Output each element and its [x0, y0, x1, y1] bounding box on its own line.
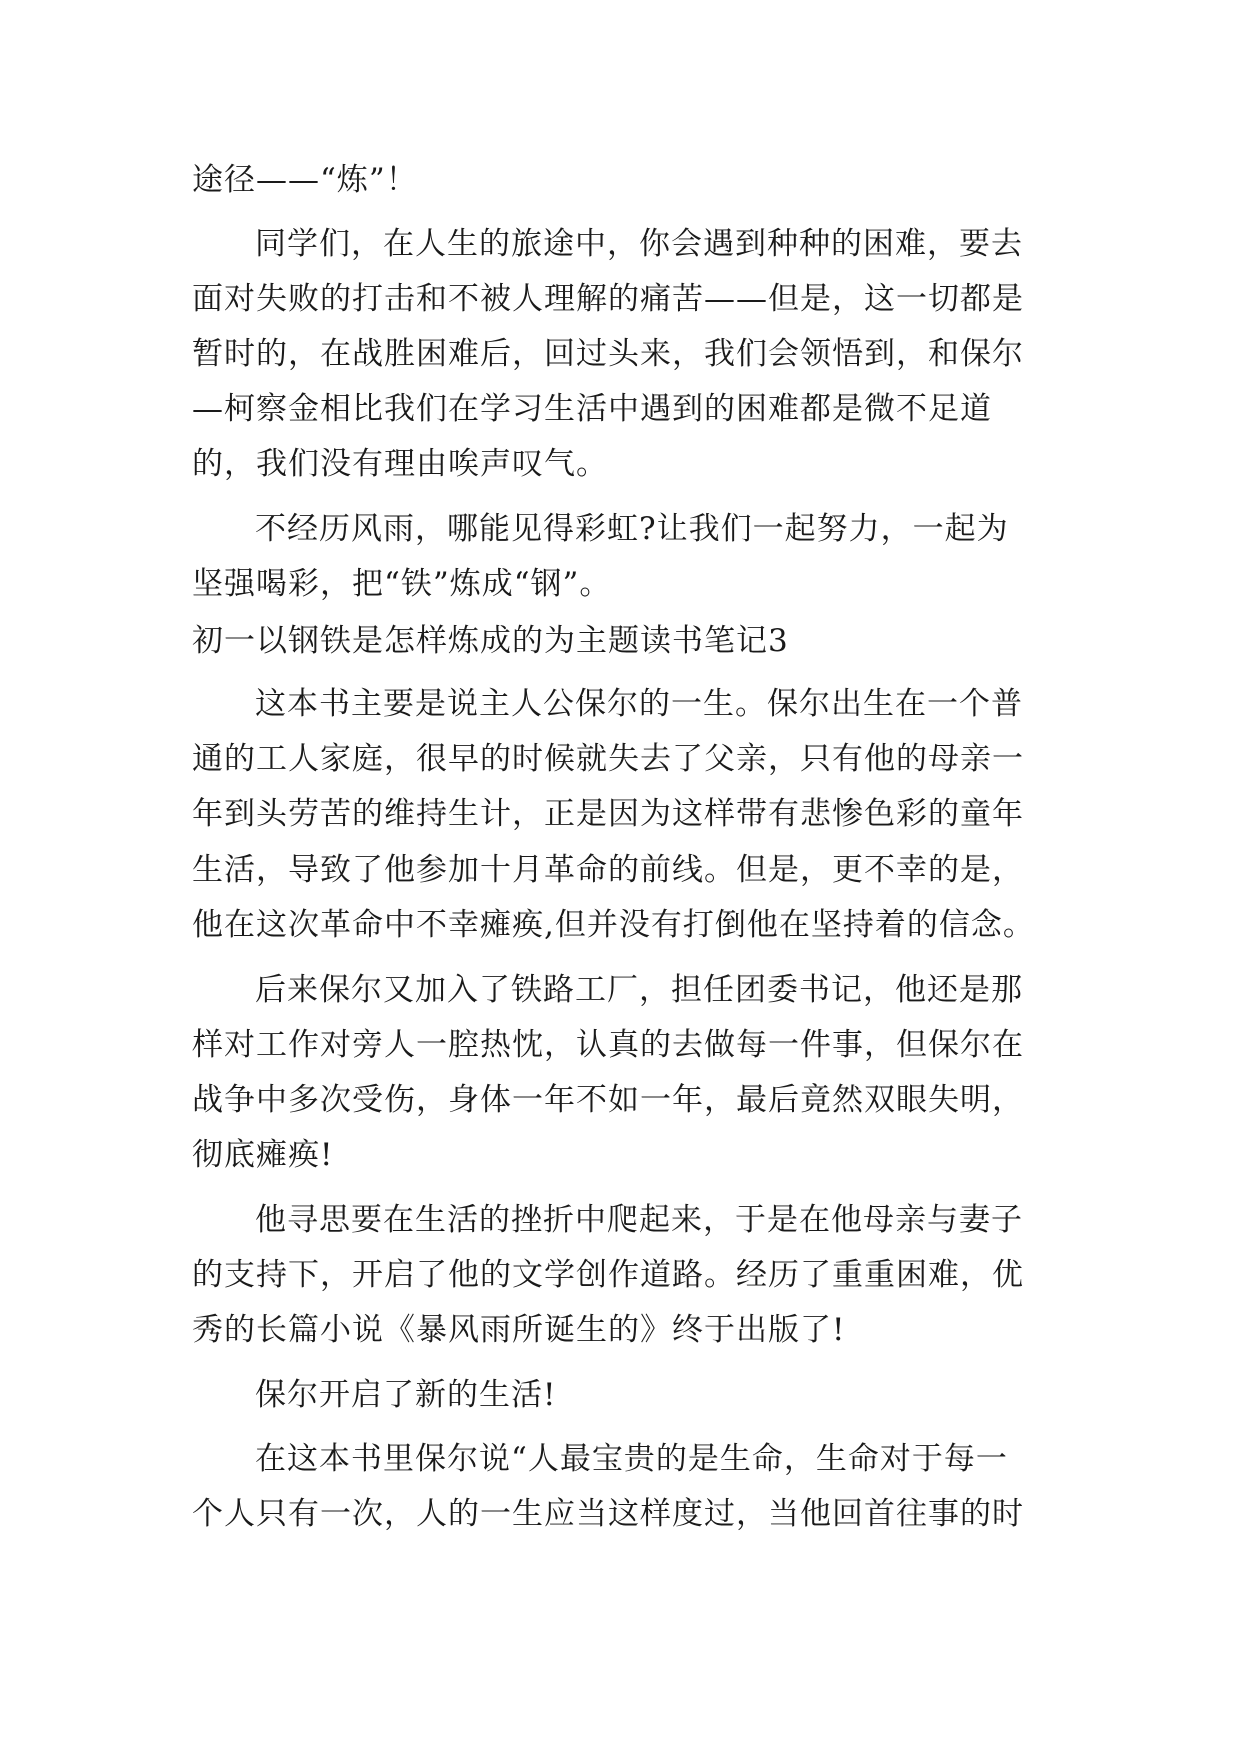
- paragraph-start: 不经历风雨，哪能见得彩虹?让我们一起努力，一起为: [255, 511, 1009, 547]
- text-line: 个人只有一次，人的一生应当这样度过，当他回首往事的时: [192, 1496, 1024, 1532]
- text-line: 年到头劳苦的维持生计，正是因为这样带有悲惨色彩的童年: [192, 796, 1024, 832]
- paragraph-start: 这本书主要是说主人公保尔的一生。保尔出生在一个普: [255, 686, 1023, 722]
- text-line: 暂时的，在战胜困难后，回过头来，我们会领悟到，和保尔: [192, 336, 1024, 372]
- text-line: 彻底瘫痪!: [192, 1137, 334, 1173]
- paragraph-start: 后来保尔又加入了铁路工厂，担任团委书记，他还是那: [255, 972, 1023, 1008]
- paragraph-start: 保尔开启了新的生活!: [255, 1377, 557, 1413]
- text-line: 通的工人家庭，很早的时候就失去了父亲，只有他的母亲一: [192, 741, 1024, 777]
- text-line: 秀的长篇小说《暴风雨所诞生的》终于出版了!: [192, 1312, 846, 1348]
- text-line: 坚强喝彩，把“铁”炼成“钢”。: [192, 566, 612, 602]
- text-line: 面对失败的打击和不被人理解的痛苦——但是，这一切都是: [192, 281, 1024, 317]
- paragraph-start: 同学们，在人生的旅途中，你会遇到种种的困难，要去: [255, 226, 1023, 262]
- text-line: 样对工作对旁人一腔热忱，认真的去做每一件事，但保尔在: [192, 1027, 1024, 1063]
- text-line: 的，我们没有理由唉声叹气。: [192, 446, 608, 482]
- text-line: —柯察金相比我们在学习生活中遇到的困难都是微不足道: [192, 391, 992, 427]
- section-heading: 初一以钢铁是怎样炼成的为主题读书笔记3: [192, 623, 789, 659]
- text-line: 生活，导致了他参加十月革命的前线。但是，更不幸的是，: [192, 852, 1024, 888]
- paragraph-start: 他寻思要在生活的挫折中爬起来，于是在他母亲与妻子: [255, 1202, 1023, 1238]
- paragraph-start: 在这本书里保尔说“人最宝贵的是生命，生命对于每一: [255, 1441, 1008, 1477]
- text-line: 途径——“炼”！: [192, 162, 418, 198]
- text-line: 的支持下，开启了他的文学创作道路。经历了重重困难，优: [192, 1257, 1024, 1293]
- text-line: 他在这次革命中不幸瘫痪,但并没有打倒他在坚持着的信念。: [192, 907, 1035, 943]
- text-line: 战争中多次受伤，身体一年不如一年，最后竟然双眼失明，: [192, 1082, 1024, 1118]
